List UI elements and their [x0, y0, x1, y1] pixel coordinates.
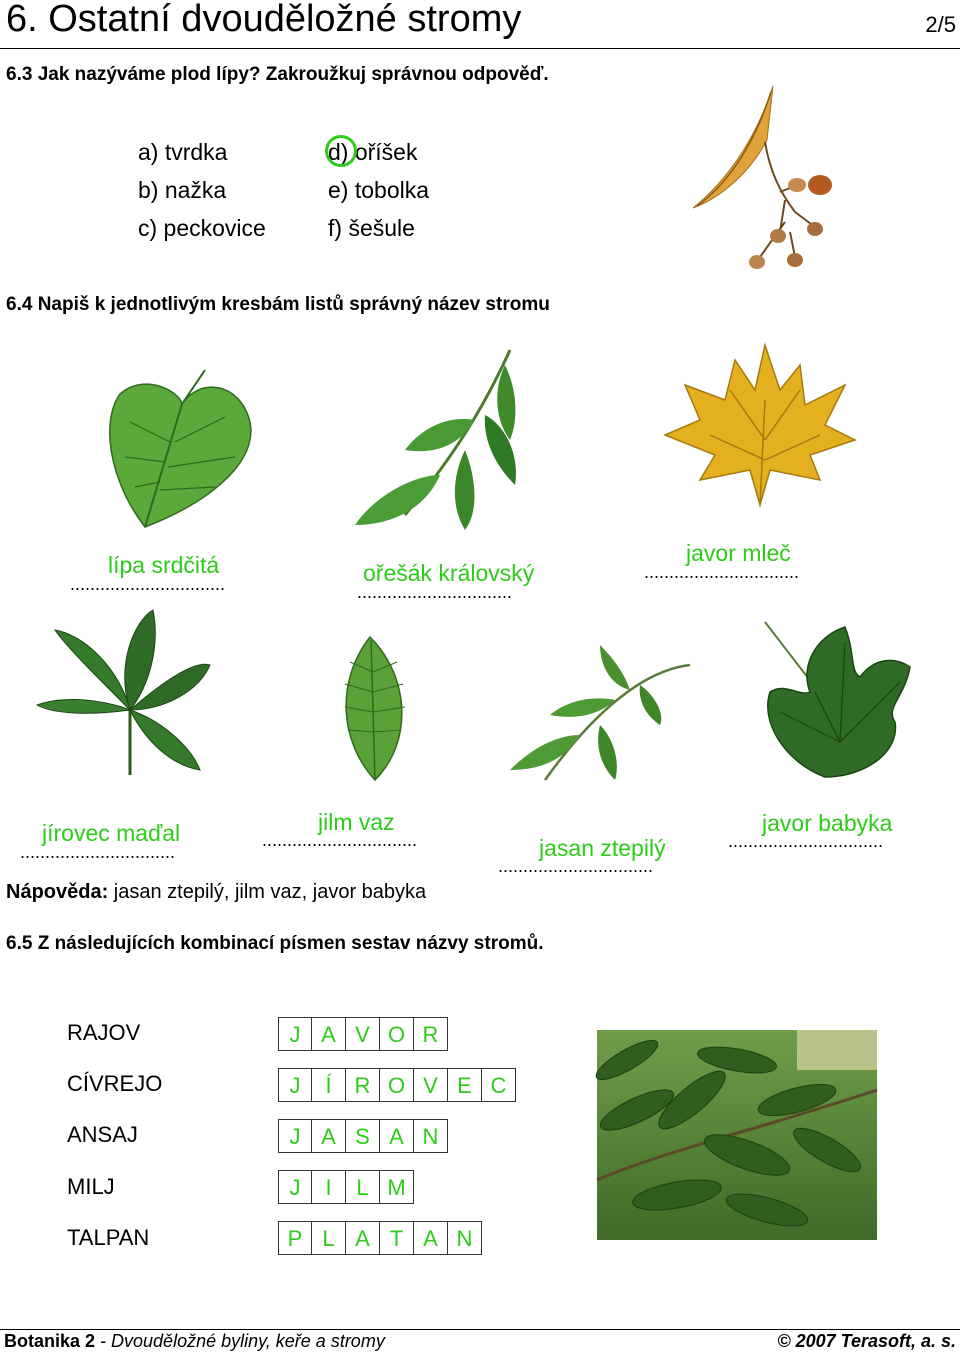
option-d: d) oříšek	[328, 139, 418, 165]
letter-cell: E	[448, 1068, 482, 1102]
option-e: e) tobolka	[328, 177, 430, 203]
answer-2: ořešák královský	[363, 560, 535, 586]
footer-book-title: Botanika 2	[4, 1331, 96, 1351]
letter-cell: L	[346, 1170, 380, 1204]
option-b: b) nažka	[138, 177, 227, 203]
footer-copyright: © 2007 Terasoft, a. s.	[777, 1331, 956, 1351]
answer-5: jilm vaz	[318, 809, 395, 835]
option-c: c) peckovice	[138, 215, 266, 241]
option-a: a) tvrdka	[138, 139, 228, 165]
letter-cell: J	[278, 1068, 312, 1102]
footer-subtitle: - Dvouděložné byliny, keře a stromy	[95, 1331, 385, 1351]
letter-cell: N	[448, 1221, 482, 1255]
answer-line-7: ...............................	[728, 831, 884, 851]
letter-cell: A	[380, 1119, 414, 1153]
scrambled-word-3: ANSAJ	[67, 1122, 138, 1147]
letter-grid-4	[278, 1170, 414, 1204]
hint-text: jasan ztepilý, jilm vaz, javor babyka	[108, 881, 427, 903]
letter-cell: V	[414, 1068, 448, 1102]
letter-cell: O	[380, 1017, 414, 1051]
letter-grid-5	[278, 1221, 482, 1255]
question-6-3-heading: 6.3 Jak nazýváme plod lípy? Zakroužkuj správnou odpověď.	[6, 64, 549, 85]
scrambled-word-1: RAJOV	[67, 1020, 141, 1045]
hint	[6, 881, 426, 904]
letter-grid-3	[278, 1119, 448, 1153]
letter-cell: A	[414, 1221, 448, 1255]
answer-4: jírovec maďal	[42, 820, 181, 846]
answer-6: jasan ztepilý	[539, 835, 666, 861]
hint-label: Nápověda:	[6, 881, 109, 903]
footer-book	[4, 1331, 385, 1352]
letter-cell: I	[312, 1170, 346, 1204]
letter-grid-1	[278, 1017, 448, 1051]
letter-cell: Í	[312, 1068, 346, 1102]
letter-cell: J	[278, 1017, 312, 1051]
letter-cell: J	[278, 1170, 312, 1204]
answer-line-4: ...............................	[20, 842, 176, 862]
answer-line-2: ...............................	[357, 582, 513, 602]
letter-cell: T	[380, 1221, 414, 1255]
letter-cell: R	[346, 1068, 380, 1102]
walnut-leaf-icon	[345, 345, 525, 535]
letter-grid-2	[278, 1068, 516, 1102]
scrambled-word-4: MILJ	[67, 1174, 115, 1199]
letter-cell: A	[346, 1221, 380, 1255]
scrambled-word-2: CÍVREJO	[67, 1071, 163, 1096]
letter-cell: V	[346, 1017, 380, 1051]
footer-divider	[0, 1329, 960, 1330]
horse-chestnut-leaf-icon	[35, 605, 215, 780]
letter-cell: L	[312, 1221, 346, 1255]
answer-circle	[325, 135, 357, 167]
question-6-5-heading: 6.5 Z následujících kombinací písmen sestav názvy stromů.	[6, 933, 544, 954]
answer-3: javor mleč	[686, 540, 791, 566]
answer-line-3: ...............................	[644, 562, 800, 582]
answer-line-6: ...............................	[498, 856, 654, 876]
letter-cell: C	[482, 1068, 516, 1102]
answer-line-1: ...............................	[70, 574, 226, 594]
answer-1: lípa srdčitá	[108, 552, 220, 578]
question-6-4-heading: 6.4 Napiš k jednotlivým kresbám listů správný název stromu	[6, 294, 550, 315]
letter-cell: R	[414, 1017, 448, 1051]
header-divider	[0, 48, 960, 49]
linden-leaf-icon	[100, 362, 260, 537]
letter-cell: N	[414, 1119, 448, 1153]
maple-leaf-icon	[660, 340, 860, 510]
answer-7: javor babyka	[762, 810, 893, 836]
letter-cell: A	[312, 1017, 346, 1051]
scrambled-word-5: TALPAN	[67, 1225, 150, 1250]
letter-cell: O	[380, 1068, 414, 1102]
field-maple-leaf-icon	[755, 612, 915, 782]
option-f: f) šešule	[328, 215, 415, 241]
letter-cell: M	[380, 1170, 414, 1204]
elm-leaf-icon	[335, 632, 415, 782]
ash-leaf-icon	[505, 640, 695, 790]
letter-cell: P	[278, 1221, 312, 1255]
letter-cell: J	[278, 1119, 312, 1153]
letter-cell: S	[346, 1119, 380, 1153]
answer-line-5: ...............................	[262, 830, 418, 850]
page-number: 2/5	[925, 12, 956, 37]
ash-branch-photo	[597, 1030, 877, 1240]
page-title: 6. Ostatní dvouděložné stromy	[6, 0, 522, 40]
linden-fruit-illustration	[685, 82, 845, 282]
letter-cell: A	[312, 1119, 346, 1153]
